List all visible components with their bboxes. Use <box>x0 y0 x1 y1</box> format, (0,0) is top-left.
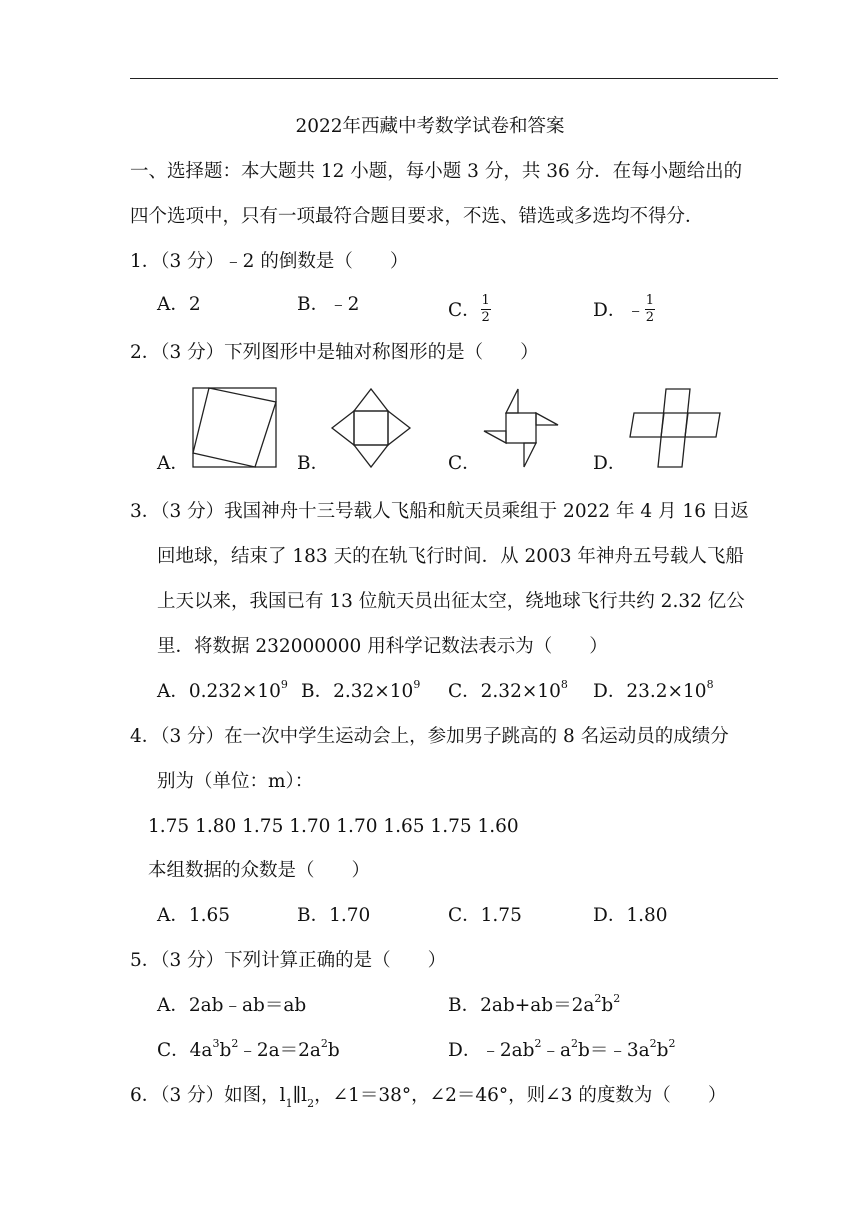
q2-stem: 2．（3 分）下列图形中是轴对称图形的是（ ） <box>130 342 539 363</box>
q1-option-d <box>593 293 655 326</box>
q1-option-d-label: D．﹣ <box>593 300 645 322</box>
page-title: 2022年西藏中考数学试卷和答案 <box>295 116 565 137</box>
subscript: 1 <box>285 1096 293 1110</box>
exponent: 9 <box>280 678 288 691</box>
q6-stem <box>130 1085 727 1110</box>
q5-option-c-text: b <box>219 1040 232 1061</box>
q2-figure-b <box>328 385 414 471</box>
q2-option-d-label: D． <box>593 453 627 474</box>
q5-stem: 5．（3 分）下列计算正确的是（ ） <box>130 950 447 971</box>
q5-option-d-text: b <box>656 1040 669 1061</box>
q2-option-c-label: C． <box>448 453 481 474</box>
q5-option-d <box>448 1037 676 1061</box>
exponent: 2 <box>571 1037 579 1050</box>
q3-option-c-text: C．2.32×10 <box>448 681 561 702</box>
q3-option-b <box>301 678 421 702</box>
exponent: 2 <box>649 1037 657 1050</box>
q1-option-a: A．2 <box>157 294 201 315</box>
q3-option-d <box>593 678 714 702</box>
q3-option-a-text: A．0.232×10 <box>157 681 281 702</box>
fraction-denominator: 2 <box>481 309 490 325</box>
q3-line-2: 回地球，结束了 183 天的在轨飞行时间．从 2003 年神舟五号载人飞船 <box>157 546 744 567</box>
q3-option-a <box>157 678 288 702</box>
q6-stem-text: ，∠1＝38°，∠2＝46°，则∠3 的度数为（ ） <box>314 1085 727 1106</box>
exponent: 2 <box>320 1037 328 1050</box>
q5-option-d-text: ﹣a <box>541 1040 572 1061</box>
q5-option-c-text: C．4a <box>157 1040 213 1061</box>
exponent: 9 <box>413 678 421 691</box>
exponent: 2 <box>613 992 621 1005</box>
q5-option-d-text: b＝﹣3a <box>578 1040 650 1061</box>
q2-figure-d <box>624 385 724 471</box>
q6-stem-text: ∥l <box>292 1085 308 1106</box>
q3-option-c <box>448 678 568 702</box>
fraction-numerator: 1 <box>481 293 490 308</box>
q3-line-4: 里．将数据 232000000 用科学记数法表示为（ ） <box>157 636 608 657</box>
q4-line-1: 4．（3 分）在一次中学生运动会上，参加男子跳高的 8 名运动员的成绩分 <box>130 726 729 747</box>
header-rule <box>130 78 778 79</box>
section-intro-line-1: 一、选择题：本大题共 12 小题，每小题 3 分，共 36 分．在每小题给出的 <box>130 161 743 182</box>
q3-option-b-text: B．2.32×10 <box>301 681 414 702</box>
exponent: 2 <box>231 1037 239 1050</box>
exponent: 2 <box>534 1037 542 1050</box>
q4-option-d: D．1.80 <box>593 905 668 926</box>
q4-option-a: A．1.65 <box>157 905 231 926</box>
q4-line-2: 别为（单位：m）： <box>157 771 314 792</box>
q1-stem: 1．（3 分）﹣2 的倒数是（ ） <box>130 251 409 272</box>
q4-option-c: C．1.75 <box>448 905 522 926</box>
section-intro-line-2: 四个选项中，只有一项最符合题目要求，不选、错选或多选均不得分． <box>130 206 704 227</box>
fraction-numerator: 1 <box>645 293 654 308</box>
fraction-denominator: 2 <box>645 309 654 325</box>
exponent: 8 <box>706 678 714 691</box>
q1-option-c <box>448 293 491 326</box>
q1-option-c-label: C． <box>448 300 481 322</box>
q4-line-3: 本组数据的众数是（ ） <box>148 860 371 881</box>
exponent: 2 <box>594 992 602 1005</box>
q4-data: 1.75 1.80 1.75 1.70 1.70 1.65 1.75 1.60 <box>148 816 519 837</box>
q5-option-c-text: b <box>327 1040 340 1061</box>
q4-option-b: B．1.70 <box>297 905 371 926</box>
q5-option-b-text: b <box>601 995 614 1016</box>
q2-figure-a <box>190 385 282 471</box>
q6-stem-text: 6．（3 分）如图，l <box>130 1085 286 1106</box>
q1-option-d-fraction <box>645 294 655 324</box>
exponent: 3 <box>212 1037 220 1050</box>
q3-line-1: 3．（3 分）我国神舟十三号载人飞船和航天员乘组于 2022 年 4 月 16 日返 <box>130 501 749 522</box>
q3-line-3: 上天以来，我国已有 13 位航天员出征太空，绕地球飞行共约 2.32 亿公 <box>157 591 745 612</box>
exponent: 8 <box>560 678 568 691</box>
q5-option-b <box>448 992 621 1016</box>
q1-option-c-fraction <box>481 294 491 324</box>
q5-option-b-text: B．2ab+ab＝2a <box>448 995 595 1016</box>
exponent: 2 <box>668 1037 676 1050</box>
q3-option-d-text: D．23.2×10 <box>593 681 707 702</box>
q5-option-c-text: ﹣2a＝2a <box>238 1040 321 1061</box>
q5-option-d-text: D．﹣2ab <box>448 1040 535 1061</box>
q5-option-a: A．2ab﹣ab＝ab <box>157 995 307 1016</box>
subscript: 2 <box>307 1096 315 1110</box>
q2-option-a-label: A． <box>157 453 189 474</box>
q1-option-b: B．﹣2 <box>297 294 360 315</box>
q2-figure-c <box>478 385 564 471</box>
q5-option-c <box>157 1037 340 1061</box>
q2-option-b-label: B． <box>297 453 330 474</box>
